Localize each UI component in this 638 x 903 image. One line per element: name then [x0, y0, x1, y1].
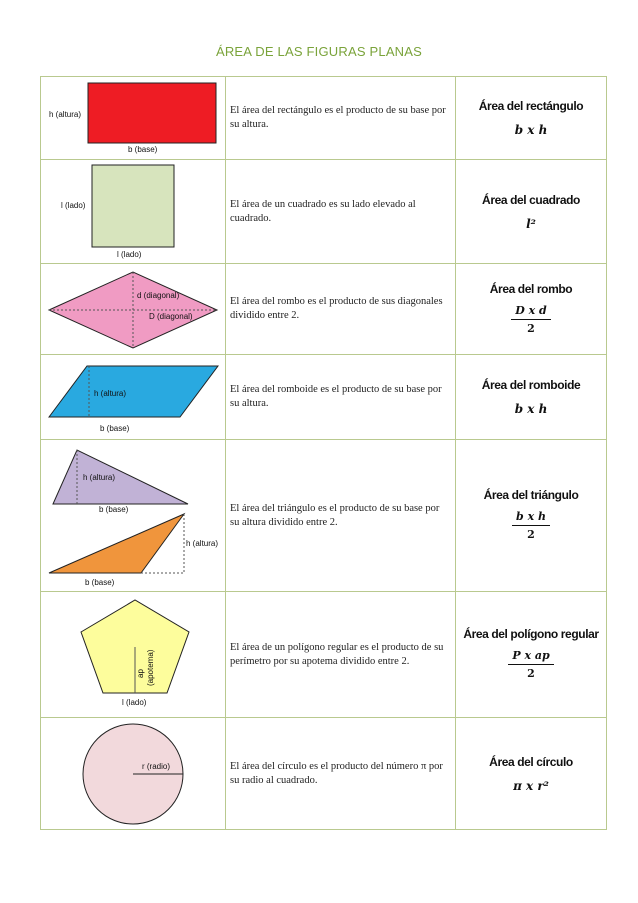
- numerator: b x h: [512, 510, 550, 526]
- apothem-label: ap: [136, 669, 145, 678]
- formula-heading: Área del romboide: [481, 378, 581, 392]
- table-row-polygon: [41, 592, 607, 718]
- description-cell: El área del rectángulo es el producto de su base por su altura.: [226, 77, 456, 160]
- height-label: h (altura): [94, 389, 127, 398]
- rhomboid-shape: [49, 366, 218, 417]
- figure-cell: [41, 160, 226, 264]
- fraction: [508, 649, 553, 680]
- description-cell: El área del círculo es el producto del número π por su radio al cuadrado.: [226, 718, 456, 830]
- base-label: b (base): [85, 578, 115, 587]
- rhomboid-figure: [41, 355, 225, 440]
- formula-cell: [456, 160, 607, 264]
- base-label: b (base): [99, 505, 129, 514]
- formula-heading: Área del polígono regular: [463, 627, 599, 641]
- description-cell: El área de un polígono regular es el producto de su perímetro por su apotema dividido entre 2.: [226, 592, 456, 718]
- fraction: [512, 510, 550, 541]
- denominator: 2: [527, 667, 535, 680]
- obtuse-triangle-shape: [49, 514, 184, 573]
- major-diagonal-label: D (diagonal): [149, 312, 193, 321]
- side-label: l (lado): [122, 698, 147, 707]
- circle-figure: [41, 718, 225, 830]
- table-row-rhomboid: [41, 355, 607, 440]
- side-label: l (lado): [61, 201, 86, 210]
- figure-cell: [41, 77, 226, 160]
- formula: π x r²: [513, 778, 549, 793]
- side-label: l (lado): [117, 250, 142, 259]
- formula-cell: [456, 718, 607, 830]
- table-row-rhombus: [41, 264, 607, 355]
- radius-label: r (radio): [142, 762, 171, 771]
- apothem-label: (apotema): [146, 649, 155, 686]
- table-row-triangle: [41, 440, 607, 592]
- formula: b x h: [514, 123, 548, 137]
- pentagon-figure: [41, 592, 225, 718]
- figure-cell: [41, 592, 226, 718]
- denominator: 2: [527, 528, 535, 541]
- formula-heading: Área del triángulo: [483, 488, 579, 502]
- square-shape: [92, 165, 174, 247]
- formula-heading: Área del rombo: [489, 281, 573, 296]
- formula-heading: Área del rectángulo: [478, 99, 584, 113]
- base-label: b (base): [128, 145, 158, 154]
- rhombus-figure: [41, 264, 225, 355]
- triangle-shape: [53, 450, 188, 504]
- height-label: h (altura): [49, 110, 82, 119]
- triangle-figure: [41, 440, 225, 592]
- description-cell: El área del rombo es el producto de sus diagonales dividido entre 2.: [226, 264, 456, 355]
- formula: l²: [526, 216, 536, 231]
- fraction: [511, 304, 550, 335]
- minor-diagonal-label: d (diagonal): [137, 291, 180, 300]
- figure-cell: [41, 355, 226, 440]
- description-cell: El área del triángulo es el producto de su base por su altura dividido entre 2.: [226, 440, 456, 592]
- shapes-table: [40, 76, 607, 830]
- figure-cell: [41, 440, 226, 592]
- table-row-circle: [41, 718, 607, 830]
- formula-cell: [456, 355, 607, 440]
- numerator: P x ap: [508, 649, 553, 665]
- description-cell: El área de un cuadrado es su lado elevado al cuadrado.: [226, 160, 456, 264]
- numerator: D x d: [511, 304, 550, 320]
- formula-cell: [456, 264, 607, 355]
- rectangle-shape: [88, 83, 216, 143]
- formula: b x h: [514, 402, 548, 416]
- rectangle-figure: [41, 77, 225, 160]
- height-label: h (altura): [83, 473, 116, 482]
- description-cell: El área del romboide es el producto de su base por su altura.: [226, 355, 456, 440]
- base-label: b (base): [100, 424, 130, 433]
- formula-cell: [456, 77, 607, 160]
- figure-cell: [41, 264, 226, 355]
- denominator: 2: [527, 321, 535, 335]
- formula-heading: Área del cuadrado: [482, 192, 580, 207]
- formula-cell: [456, 592, 607, 718]
- figure-cell: [41, 718, 226, 830]
- formula-cell: [456, 440, 607, 592]
- table-row-rectangle: [41, 77, 607, 160]
- square-figure: [41, 160, 225, 264]
- formula-heading: Área del círculo: [489, 754, 573, 769]
- height-label: h (altura): [186, 539, 219, 548]
- table-row-square: [41, 160, 607, 264]
- page-title: ÁREA DE LAS FIGURAS PLANAS: [215, 44, 423, 59]
